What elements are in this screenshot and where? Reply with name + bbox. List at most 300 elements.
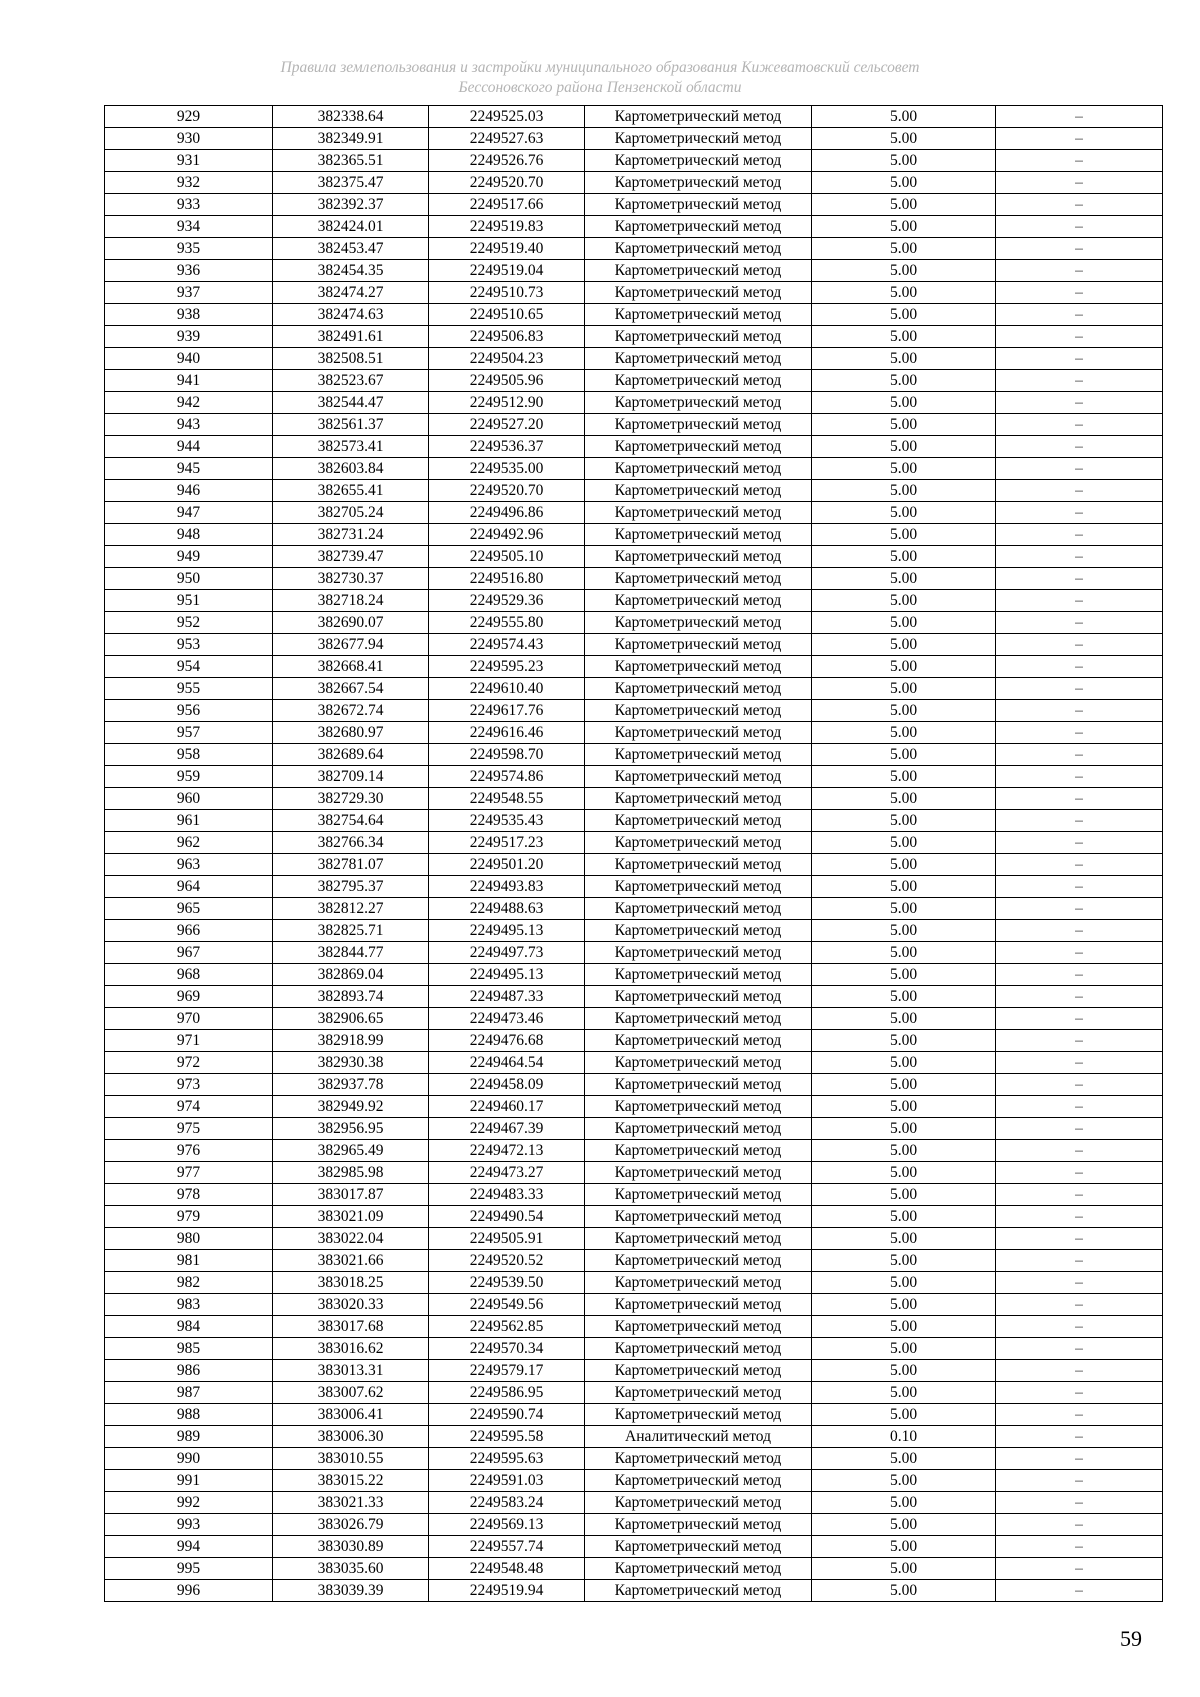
table-row — [105, 854, 1163, 876]
point-number-cell: 991 — [105, 1470, 273, 1492]
method-cell: Картометрический метод — [585, 238, 812, 260]
note-cell: – — [996, 1052, 1163, 1074]
note-cell: – — [996, 1448, 1163, 1470]
note-cell: – — [996, 1580, 1163, 1602]
table-row — [105, 1140, 1163, 1162]
point-number-cell: 949 — [105, 546, 273, 568]
accuracy-cell: 5.00 — [812, 502, 996, 524]
note-cell: – — [996, 348, 1163, 370]
note-cell: – — [996, 150, 1163, 172]
method-cell: Картометрический метод — [585, 678, 812, 700]
x-coordinate-cell: 383007.62 — [273, 1382, 429, 1404]
x-coordinate-cell: 382603.84 — [273, 458, 429, 480]
x-coordinate-cell: 383030.89 — [273, 1536, 429, 1558]
method-cell: Картометрический метод — [585, 700, 812, 722]
point-number-cell: 971 — [105, 1030, 273, 1052]
y-coordinate-cell: 2249458.09 — [429, 1074, 585, 1096]
accuracy-cell: 5.00 — [812, 128, 996, 150]
y-coordinate-cell: 2249527.20 — [429, 414, 585, 436]
point-number-cell: 962 — [105, 832, 273, 854]
x-coordinate-cell: 382705.24 — [273, 502, 429, 524]
accuracy-cell: 5.00 — [812, 458, 996, 480]
note-cell: – — [996, 1030, 1163, 1052]
note-cell: – — [996, 1250, 1163, 1272]
x-coordinate-cell: 382508.51 — [273, 348, 429, 370]
x-coordinate-cell: 382474.27 — [273, 282, 429, 304]
note-cell: – — [996, 106, 1163, 128]
point-number-cell: 975 — [105, 1118, 273, 1140]
accuracy-cell: 5.00 — [812, 304, 996, 326]
note-cell: – — [996, 480, 1163, 502]
point-number-cell: 966 — [105, 920, 273, 942]
x-coordinate-cell: 383006.41 — [273, 1404, 429, 1426]
accuracy-cell: 5.00 — [812, 942, 996, 964]
accuracy-cell: 5.00 — [812, 1118, 996, 1140]
method-cell: Картометрический метод — [585, 1536, 812, 1558]
y-coordinate-cell: 2249536.37 — [429, 436, 585, 458]
accuracy-cell: 5.00 — [812, 854, 996, 876]
table-row — [105, 788, 1163, 810]
point-number-cell: 993 — [105, 1514, 273, 1536]
y-coordinate-cell: 2249525.03 — [429, 106, 585, 128]
method-cell: Картометрический метод — [585, 304, 812, 326]
method-cell: Картометрический метод — [585, 1030, 812, 1052]
table-row — [105, 1382, 1163, 1404]
accuracy-cell: 5.00 — [812, 1558, 996, 1580]
y-coordinate-cell: 2249488.63 — [429, 898, 585, 920]
method-cell: Картометрический метод — [585, 986, 812, 1008]
method-cell: Картометрический метод — [585, 436, 812, 458]
point-number-cell: 953 — [105, 634, 273, 656]
point-number-cell: 951 — [105, 590, 273, 612]
accuracy-cell: 5.00 — [812, 392, 996, 414]
accuracy-cell: 5.00 — [812, 986, 996, 1008]
x-coordinate-cell: 382523.67 — [273, 370, 429, 392]
y-coordinate-cell: 2249510.65 — [429, 304, 585, 326]
y-coordinate-cell: 2249616.46 — [429, 722, 585, 744]
point-number-cell: 963 — [105, 854, 273, 876]
point-number-cell: 978 — [105, 1184, 273, 1206]
table-row — [105, 1338, 1163, 1360]
accuracy-cell: 5.00 — [812, 216, 996, 238]
table-row — [105, 282, 1163, 304]
table-row — [105, 964, 1163, 986]
note-cell: – — [996, 502, 1163, 524]
x-coordinate-cell: 383020.33 — [273, 1294, 429, 1316]
x-coordinate-cell: 382680.97 — [273, 722, 429, 744]
accuracy-cell: 5.00 — [812, 1140, 996, 1162]
accuracy-cell: 5.00 — [812, 656, 996, 678]
x-coordinate-cell: 382949.92 — [273, 1096, 429, 1118]
table-row — [105, 304, 1163, 326]
point-number-cell: 955 — [105, 678, 273, 700]
note-cell: – — [996, 656, 1163, 678]
note-cell: – — [996, 964, 1163, 986]
table-row — [105, 370, 1163, 392]
y-coordinate-cell: 2249574.86 — [429, 766, 585, 788]
x-coordinate-cell: 382365.51 — [273, 150, 429, 172]
point-number-cell: 996 — [105, 1580, 273, 1602]
method-cell: Картометрический метод — [585, 766, 812, 788]
table-row — [105, 458, 1163, 480]
method-cell: Картометрический метод — [585, 1096, 812, 1118]
x-coordinate-cell: 383039.39 — [273, 1580, 429, 1602]
y-coordinate-cell: 2249583.24 — [429, 1492, 585, 1514]
table-row — [105, 414, 1163, 436]
accuracy-cell: 5.00 — [812, 1360, 996, 1382]
point-number-cell: 957 — [105, 722, 273, 744]
accuracy-cell: 5.00 — [812, 832, 996, 854]
accuracy-cell: 5.00 — [812, 1514, 996, 1536]
y-coordinate-cell: 2249495.13 — [429, 964, 585, 986]
y-coordinate-cell: 2249473.27 — [429, 1162, 585, 1184]
accuracy-cell: 5.00 — [812, 1162, 996, 1184]
table-row — [105, 700, 1163, 722]
y-coordinate-cell: 2249520.70 — [429, 480, 585, 502]
x-coordinate-cell: 382739.47 — [273, 546, 429, 568]
point-number-cell: 967 — [105, 942, 273, 964]
x-coordinate-cell: 383017.68 — [273, 1316, 429, 1338]
table-row — [105, 480, 1163, 502]
y-coordinate-cell: 2249574.43 — [429, 634, 585, 656]
method-cell: Картометрический метод — [585, 964, 812, 986]
note-cell: – — [996, 986, 1163, 1008]
method-cell: Картометрический метод — [585, 150, 812, 172]
y-coordinate-cell: 2249595.58 — [429, 1426, 585, 1448]
method-cell: Картометрический метод — [585, 1514, 812, 1536]
note-cell: – — [996, 1074, 1163, 1096]
table-row — [105, 568, 1163, 590]
x-coordinate-cell: 383015.22 — [273, 1470, 429, 1492]
y-coordinate-cell: 2249595.63 — [429, 1448, 585, 1470]
table-row — [105, 986, 1163, 1008]
note-cell: – — [996, 194, 1163, 216]
point-number-cell: 929 — [105, 106, 273, 128]
table-row — [105, 238, 1163, 260]
y-coordinate-cell: 2249548.55 — [429, 788, 585, 810]
y-coordinate-cell: 2249549.56 — [429, 1294, 585, 1316]
x-coordinate-cell: 382730.37 — [273, 568, 429, 590]
method-cell: Картометрический метод — [585, 1118, 812, 1140]
x-coordinate-cell: 383021.33 — [273, 1492, 429, 1514]
x-coordinate-cell: 382375.47 — [273, 172, 429, 194]
method-cell: Картометрический метод — [585, 282, 812, 304]
y-coordinate-cell: 2249504.23 — [429, 348, 585, 370]
method-cell: Картометрический метод — [585, 898, 812, 920]
x-coordinate-cell: 382906.65 — [273, 1008, 429, 1030]
x-coordinate-cell: 382474.63 — [273, 304, 429, 326]
x-coordinate-cell: 382812.27 — [273, 898, 429, 920]
y-coordinate-cell: 2249517.66 — [429, 194, 585, 216]
note-cell: – — [996, 700, 1163, 722]
table-row — [105, 678, 1163, 700]
accuracy-cell: 5.00 — [812, 1272, 996, 1294]
point-number-cell: 961 — [105, 810, 273, 832]
accuracy-cell: 5.00 — [812, 1030, 996, 1052]
note-cell: – — [996, 1184, 1163, 1206]
note-cell: – — [996, 1140, 1163, 1162]
point-number-cell: 937 — [105, 282, 273, 304]
note-cell: – — [996, 1536, 1163, 1558]
accuracy-cell: 5.00 — [812, 1536, 996, 1558]
point-number-cell: 965 — [105, 898, 273, 920]
method-cell: Картометрический метод — [585, 1162, 812, 1184]
table-row — [105, 1514, 1163, 1536]
table-row — [105, 1206, 1163, 1228]
point-number-cell: 990 — [105, 1448, 273, 1470]
point-number-cell: 940 — [105, 348, 273, 370]
note-cell: – — [996, 260, 1163, 282]
accuracy-cell: 5.00 — [812, 590, 996, 612]
y-coordinate-cell: 2249505.10 — [429, 546, 585, 568]
accuracy-cell: 5.00 — [812, 1470, 996, 1492]
table-row — [105, 1184, 1163, 1206]
table-row — [105, 1470, 1163, 1492]
table-row — [105, 436, 1163, 458]
method-cell: Картометрический метод — [585, 1140, 812, 1162]
y-coordinate-cell: 2249483.33 — [429, 1184, 585, 1206]
y-coordinate-cell: 2249476.68 — [429, 1030, 585, 1052]
x-coordinate-cell: 382795.37 — [273, 876, 429, 898]
x-coordinate-cell: 382754.64 — [273, 810, 429, 832]
table-row — [105, 1228, 1163, 1250]
note-cell: – — [996, 898, 1163, 920]
accuracy-cell: 5.00 — [812, 1316, 996, 1338]
x-coordinate-cell: 382338.64 — [273, 106, 429, 128]
y-coordinate-cell: 2249562.85 — [429, 1316, 585, 1338]
point-number-cell: 954 — [105, 656, 273, 678]
point-number-cell: 944 — [105, 436, 273, 458]
point-number-cell: 979 — [105, 1206, 273, 1228]
accuracy-cell: 5.00 — [812, 150, 996, 172]
x-coordinate-cell: 382672.74 — [273, 700, 429, 722]
method-cell: Картометрический метод — [585, 722, 812, 744]
accuracy-cell: 5.00 — [812, 106, 996, 128]
method-cell: Картометрический метод — [585, 172, 812, 194]
point-number-cell: 936 — [105, 260, 273, 282]
note-cell: – — [996, 326, 1163, 348]
point-number-cell: 946 — [105, 480, 273, 502]
point-number-cell: 982 — [105, 1272, 273, 1294]
method-cell: Картометрический метод — [585, 524, 812, 546]
x-coordinate-cell: 382937.78 — [273, 1074, 429, 1096]
y-coordinate-cell: 2249535.43 — [429, 810, 585, 832]
y-coordinate-cell: 2249586.95 — [429, 1382, 585, 1404]
x-coordinate-cell: 382869.04 — [273, 964, 429, 986]
note-cell: – — [996, 1162, 1163, 1184]
y-coordinate-cell: 2249467.39 — [429, 1118, 585, 1140]
y-coordinate-cell: 2249595.23 — [429, 656, 585, 678]
accuracy-cell: 5.00 — [812, 1008, 996, 1030]
point-number-cell: 943 — [105, 414, 273, 436]
method-cell: Картометрический метод — [585, 744, 812, 766]
point-number-cell: 994 — [105, 1536, 273, 1558]
x-coordinate-cell: 382729.30 — [273, 788, 429, 810]
note-cell: – — [996, 744, 1163, 766]
accuracy-cell: 5.00 — [812, 634, 996, 656]
point-number-cell: 964 — [105, 876, 273, 898]
y-coordinate-cell: 2249512.90 — [429, 392, 585, 414]
note-cell: – — [996, 392, 1163, 414]
y-coordinate-cell: 2249472.13 — [429, 1140, 585, 1162]
method-cell: Картометрический метод — [585, 1580, 812, 1602]
table-row — [105, 612, 1163, 634]
table-row — [105, 1360, 1163, 1382]
table-row — [105, 1162, 1163, 1184]
x-coordinate-cell: 382689.64 — [273, 744, 429, 766]
x-coordinate-cell: 382844.77 — [273, 942, 429, 964]
table-row — [105, 546, 1163, 568]
method-cell: Картометрический метод — [585, 370, 812, 392]
table-row — [105, 1030, 1163, 1052]
accuracy-cell: 5.00 — [812, 810, 996, 832]
table-row — [105, 634, 1163, 656]
method-cell: Картометрический метод — [585, 1052, 812, 1074]
method-cell: Картометрический метод — [585, 326, 812, 348]
point-number-cell: 960 — [105, 788, 273, 810]
accuracy-cell: 5.00 — [812, 1338, 996, 1360]
table-row — [105, 766, 1163, 788]
y-coordinate-cell: 2249570.34 — [429, 1338, 585, 1360]
x-coordinate-cell: 382690.07 — [273, 612, 429, 634]
method-cell: Аналитический метод — [585, 1426, 812, 1448]
method-cell: Картометрический метод — [585, 414, 812, 436]
y-coordinate-cell: 2249493.83 — [429, 876, 585, 898]
y-coordinate-cell: 2249520.70 — [429, 172, 585, 194]
note-cell: – — [996, 1360, 1163, 1382]
note-cell: – — [996, 458, 1163, 480]
accuracy-cell: 5.00 — [812, 194, 996, 216]
x-coordinate-cell: 383035.60 — [273, 1558, 429, 1580]
page-header-line-2: Бессоновского района Пензенской области — [458, 79, 742, 96]
table-row — [105, 150, 1163, 172]
y-coordinate-cell: 2249535.00 — [429, 458, 585, 480]
note-cell: – — [996, 1338, 1163, 1360]
x-coordinate-cell: 382677.94 — [273, 634, 429, 656]
note-cell: – — [996, 810, 1163, 832]
point-number-cell: 948 — [105, 524, 273, 546]
x-coordinate-cell: 383006.30 — [273, 1426, 429, 1448]
point-number-cell: 933 — [105, 194, 273, 216]
table-row — [105, 1580, 1163, 1602]
method-cell: Картометрический метод — [585, 832, 812, 854]
accuracy-cell: 5.00 — [812, 964, 996, 986]
table-row — [105, 810, 1163, 832]
method-cell: Картометрический метод — [585, 216, 812, 238]
note-cell: – — [996, 172, 1163, 194]
method-cell: Картометрический метод — [585, 348, 812, 370]
table-row — [105, 722, 1163, 744]
note-cell: – — [996, 1492, 1163, 1514]
accuracy-cell: 5.00 — [812, 920, 996, 942]
note-cell: – — [996, 238, 1163, 260]
accuracy-cell: 5.00 — [812, 414, 996, 436]
table-row — [105, 1558, 1163, 1580]
method-cell: Картометрический метод — [585, 1294, 812, 1316]
method-cell: Картометрический метод — [585, 568, 812, 590]
accuracy-cell: 5.00 — [812, 1184, 996, 1206]
y-coordinate-cell: 2249520.52 — [429, 1250, 585, 1272]
point-number-cell: 930 — [105, 128, 273, 150]
method-cell: Картометрический метод — [585, 854, 812, 876]
method-cell: Картометрический метод — [585, 656, 812, 678]
point-number-cell: 932 — [105, 172, 273, 194]
method-cell: Картометрический метод — [585, 1404, 812, 1426]
x-coordinate-cell: 382893.74 — [273, 986, 429, 1008]
note-cell: – — [996, 920, 1163, 942]
accuracy-cell: 5.00 — [812, 260, 996, 282]
x-coordinate-cell: 382731.24 — [273, 524, 429, 546]
x-coordinate-cell: 382825.71 — [273, 920, 429, 942]
note-cell: – — [996, 722, 1163, 744]
method-cell: Картометрический метод — [585, 788, 812, 810]
accuracy-cell: 5.00 — [812, 1294, 996, 1316]
x-coordinate-cell: 382655.41 — [273, 480, 429, 502]
table-row — [105, 172, 1163, 194]
point-number-cell: 952 — [105, 612, 273, 634]
table-row — [105, 744, 1163, 766]
accuracy-cell: 5.00 — [812, 1448, 996, 1470]
y-coordinate-cell: 2249579.17 — [429, 1360, 585, 1382]
point-number-cell: 989 — [105, 1426, 273, 1448]
note-cell: – — [996, 524, 1163, 546]
note-cell: – — [996, 370, 1163, 392]
x-coordinate-cell: 382718.24 — [273, 590, 429, 612]
y-coordinate-cell: 2249517.23 — [429, 832, 585, 854]
x-coordinate-cell: 383021.09 — [273, 1206, 429, 1228]
x-coordinate-cell: 383016.62 — [273, 1338, 429, 1360]
method-cell: Картометрический метод — [585, 1184, 812, 1206]
point-number-cell: 977 — [105, 1162, 273, 1184]
y-coordinate-cell: 2249610.40 — [429, 678, 585, 700]
note-cell: – — [996, 1096, 1163, 1118]
point-number-cell: 938 — [105, 304, 273, 326]
note-cell: – — [996, 876, 1163, 898]
table-row — [105, 656, 1163, 678]
method-cell: Картометрический метод — [585, 1448, 812, 1470]
table-row — [105, 942, 1163, 964]
y-coordinate-cell: 2249487.33 — [429, 986, 585, 1008]
point-number-cell: 976 — [105, 1140, 273, 1162]
note-cell: – — [996, 1558, 1163, 1580]
accuracy-cell: 5.00 — [812, 700, 996, 722]
accuracy-cell: 5.00 — [812, 480, 996, 502]
table-row — [105, 502, 1163, 524]
point-number-cell: 973 — [105, 1074, 273, 1096]
method-cell: Картометрический метод — [585, 1272, 812, 1294]
table-row — [105, 876, 1163, 898]
y-coordinate-cell: 2249598.70 — [429, 744, 585, 766]
table-row — [105, 1074, 1163, 1096]
page-header-line-1: Правила землепользования и застройки муниципального образования Кижеватовский сельсовет — [280, 59, 920, 76]
point-number-cell: 986 — [105, 1360, 273, 1382]
accuracy-cell: 5.00 — [812, 722, 996, 744]
method-cell: Картометрический метод — [585, 458, 812, 480]
note-cell: – — [996, 414, 1163, 436]
table-row — [105, 260, 1163, 282]
note-cell: – — [996, 568, 1163, 590]
accuracy-cell: 5.00 — [812, 678, 996, 700]
x-coordinate-cell: 382561.37 — [273, 414, 429, 436]
method-cell: Картометрический метод — [585, 1492, 812, 1514]
point-number-cell: 992 — [105, 1492, 273, 1514]
y-coordinate-cell: 2249527.63 — [429, 128, 585, 150]
note-cell: – — [996, 612, 1163, 634]
point-number-cell: 945 — [105, 458, 273, 480]
y-coordinate-cell: 2249505.96 — [429, 370, 585, 392]
accuracy-cell: 5.00 — [812, 1492, 996, 1514]
x-coordinate-cell: 383022.04 — [273, 1228, 429, 1250]
